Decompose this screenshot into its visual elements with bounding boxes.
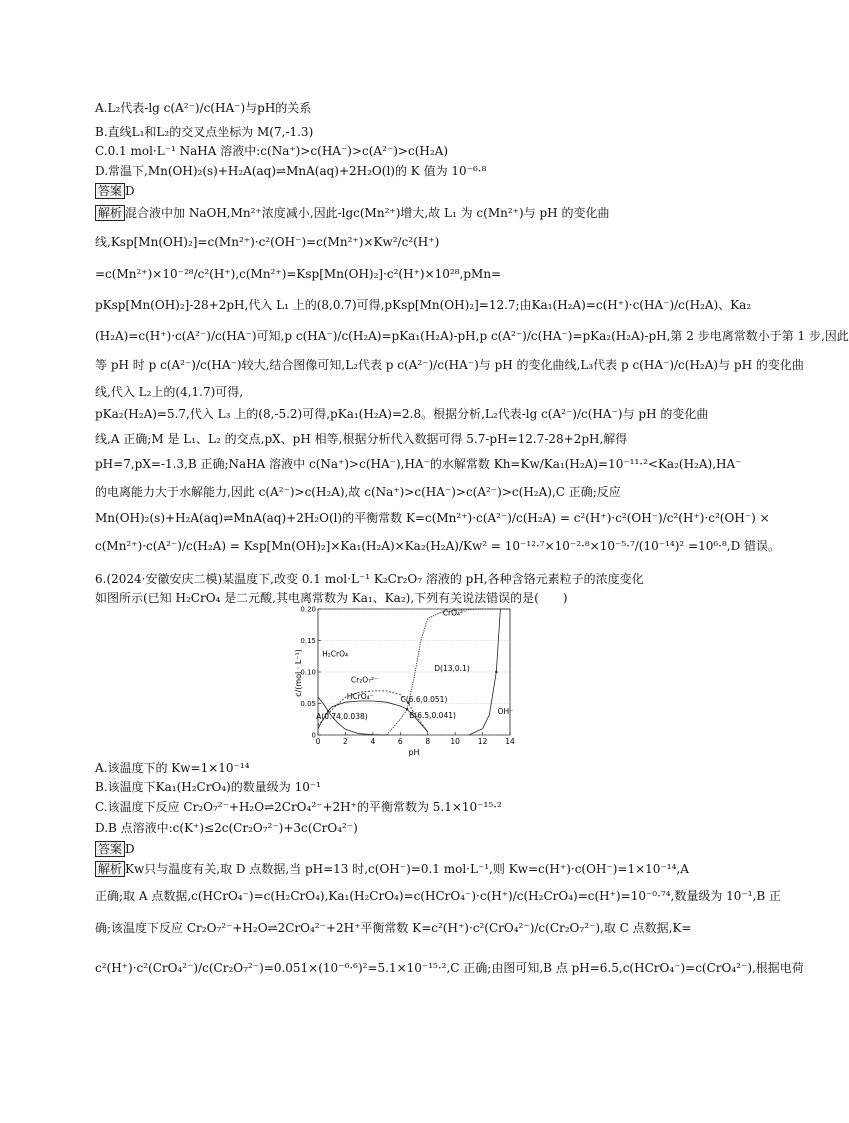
point-marker-1: [406, 708, 408, 710]
chart-svg: [294, 603, 518, 759]
y-tick-label: 0.20: [300, 605, 316, 614]
x-axis-label: pH: [408, 748, 420, 757]
y-axis-label: c/(mol · L⁻¹): [294, 649, 303, 697]
answer-value: D: [125, 184, 135, 198]
series-label-4: OH⁻: [497, 707, 514, 717]
x-tick-label: 0: [315, 737, 321, 746]
y-tick-label: 0.15: [300, 637, 316, 645]
point-label-2: C(6.6,0.051): [400, 694, 448, 704]
q5-analysis-line-5: 等 pH 时 p c(A²⁻)/c(HA⁻)较大,结合图像可知,L₂代表 p c(A²⁻)/c(HA⁻)与 pH 的变化曲线,L₃代表 p c(HA⁻)/c(H₂A)与 pH 的变化曲: [95, 358, 804, 372]
q5-analysis-line-0: 解析 混合液中加 NaOH,Mn²⁺浓度减小,因此-lgc(Mn²⁺)增大,故 L₁ 为 c(Mn²⁺)与 pH 的变化曲: [95, 205, 609, 221]
q6-option-a: A.该温度下的 Kw=1×10⁻¹⁴: [95, 761, 250, 775]
q5-analysis-line-1: 线,Ksp[Mn(OH)₂]=c(Mn²⁺)·c²(OH⁻)=c(Mn²⁺)×Kw²/c²(H⁺): [95, 235, 440, 249]
q6-analysis-line-1: 正确;取 A 点数据,c(HCrO₄⁻)=c(H₂CrO₄),Ka₁(H₂CrO₄)=c(HCrO₄⁻)·c(H⁺)/c(H₂CrO₄)=c(H⁺)=10⁻⁰·⁷⁴,数量级为 10⁻¹,B 正: [95, 889, 782, 903]
y-tick-label: 0.10: [300, 668, 316, 677]
answer-tag: 答案: [95, 841, 125, 857]
series-label-0: H₂CrO₄: [322, 649, 349, 659]
q5-analysis-line-11: Mn(OH)₂(s)+H₂A(aq)⇌MnA(aq)+2H₂O(l)的平衡常数 K=c(Mn²⁺)·c(A²⁻)/c(H₂A) = c²(H⁺)·c²(OH⁻)/c²(H⁺)·c²(OH⁻) ×: [95, 511, 770, 525]
series-label-3: CrO₄²⁻: [442, 608, 468, 618]
q6-option-c: C.该温度下反应 Cr₂O₇²⁻+H₂O⇌2CrO₄²⁻+2H⁺的平衡常数为 5.1×10⁻¹⁵·²: [95, 800, 502, 814]
q5-option-a: A.L₂代表-lg c(A²⁻)/c(HA⁻)与pH的关系: [95, 101, 312, 115]
q6-stem-line-1: 如图所示(已知 H₂CrO₄ 是二元酸,其电离常数为 Ka₁、Ka₂),下列有关说法错误的是( ): [95, 591, 568, 605]
q5-analysis-line-10: 的电离能力大于水解能力,因此 c(A²⁻)>c(H₂A),故 c(Na⁺)>c(HA⁻)>c(A²⁻)>c(H₂A),C 正确;反应: [95, 485, 621, 499]
point-label-3: D(13,0.1): [434, 664, 470, 673]
q5-answer: [95, 183, 135, 199]
q5-option-d: D.常温下,Mn(OH)₂(s)+H₂A(aq)⇌MnA(aq)+2H₂O(l)的 K 值为 10⁻⁶·⁸: [95, 164, 487, 178]
q5-analysis-line-8: 线,A 正确;M 是 L₁、L₂ 的交点,pX、pH 相等,根据分析代入数据可得 5.7-pH=12.7-28+2pH,解得: [95, 432, 628, 446]
x-tick-label: 4: [370, 737, 376, 746]
answer-value: D: [125, 842, 135, 856]
series-label-1: HCrO₄⁻: [346, 692, 374, 702]
q5-analysis-line-9: pH=7,pX=-1.3,B 正确;NaHA 溶液中 c(Na⁺)>c(HA⁻),HA⁻的水解常数 Kh=Kw/Ka₁(H₂A)=10⁻¹¹·²<Ka₂(H₂A),HA⁻: [95, 457, 742, 471]
q6-analysis-line-2: 确;该温度下反应 Cr₂O₇²⁻+H₂O⇌2CrO₄²⁻+2H⁺平衡常数 K=c²(H⁺)·c²(CrO₄²⁻)/c(Cr₂O₇²⁻),取 C 点数据,K=: [95, 921, 692, 935]
series-label-2: Cr₂O₇²⁻: [350, 675, 379, 685]
q5-analysis-line-7: pKa₂(H₂A)=5.7,代入 L₃ 上的(8,-5.2)可得,pKa₁(H₂A)=2.8。根据分析,L₂代表-lg c(A²⁻)/c(HA⁻)与 pH 的变化曲: [95, 407, 709, 421]
x-tick-label: 10: [450, 737, 460, 746]
q6-option-b: B.该温度下Ka₁(H₂CrO₄)的数量级为 10⁻¹: [95, 780, 321, 794]
q6-analysis-line-3: c²(H⁺)·c²(CrO₄²⁻)/c(Cr₂O₇²⁻)=0.051×(10⁻⁶·⁶)²=5.1×10⁻¹⁵·²,C 正确;由图可知,B 点 pH=6.5,c(HCrO₄⁻)=c(CrO₄²⁻),根据电荷: [95, 961, 804, 975]
analysis-tag: 解析: [95, 205, 125, 221]
point-label-0: A(0.74,0.038): [316, 712, 368, 722]
x-tick-label: 2: [343, 737, 348, 746]
q5-analysis-line-2: =c(Mn²⁺)×10⁻²⁸/c²(H⁺),c(Mn²⁺)=Ksp[Mn(OH)₂]·c²(H⁺)×10²⁸,pMn=: [95, 267, 502, 281]
q5-option-b: B.直线L₁和L₂的交叉点坐标为 M(7,-1.3): [95, 125, 314, 139]
ticks: [300, 606, 515, 747]
chromium-species-chart: [294, 603, 518, 759]
q5-analysis-line-4: (H₂A)=c(H⁺)·c(A²⁻)/c(HA⁻)可知,p c(HA⁻)/c(H₂A)=pKa₁(H₂A)-pH,p c(A²⁻)/c(HA⁻)=pKa₂(H₂A)-pH,第 2 步电离常数小于第 1 步,因此: [95, 329, 849, 343]
y-tick-label: 0.05: [300, 700, 316, 708]
q6-analysis-line-0: 解析 Kw只与温度有关,取 D 点数据,当 pH=13 时,c(OH⁻)=0.1 mol·L⁻¹,则 Kw=c(H⁺)·c(OH⁻)=1×10⁻¹⁴,A: [95, 861, 689, 877]
x-tick-label: 6: [397, 737, 403, 746]
point-label-1: B(6.5,0.041): [409, 711, 456, 721]
q5-analysis-line-3: pKsp[Mn(OH)₂]-28+2pH,代入 L₁ 上的(8,0.7)可得,pKsp[Mn(OH)₂]=12.7;由Ka₁(H₂A)=c(H⁺)·c(HA⁻)/c(H₂A)、Ka₂: [95, 298, 752, 312]
q5-analysis-line-12: c(Mn²⁺)·c(A²⁻)/c(H₂A) = Ksp[Mn(OH)₂]×Ka₁(H₂A)×Ka₂(H₂A)/Kw² = 10⁻¹²·⁷×10⁻²·⁸×10⁻⁵·⁷/(10⁻¹⁴)² =10⁶·⁸,D 错误。: [95, 539, 781, 553]
point-marker-3: [495, 671, 497, 673]
x-tick-label: 14: [505, 737, 515, 746]
x-tick-label: 8: [425, 737, 431, 746]
point-layer: [316, 664, 497, 721]
q5-option-c: C.0.1 mol·L⁻¹ NaHA 溶液中:c(Na⁺)>c(HA⁻)>c(A²⁻)>c(H₂A): [95, 144, 448, 158]
q6-option-d: D.B 点溶液中:c(K⁺)≤2c(Cr₂O₇²⁻)+3c(CrO₄²⁻): [95, 821, 358, 835]
q6-answer: [95, 841, 135, 857]
x-tick-label: 12: [477, 737, 488, 746]
analysis-tag: 解析: [95, 861, 125, 877]
q6-stem-line-0: 6.(2024·安徽安庆二模)某温度下,改变 0.1 mol·L⁻¹ K₂Cr₂O₇ 溶液的 pH,各种含铬元素粒子的浓度变化: [95, 572, 644, 586]
y-tick-label: 0: [311, 731, 316, 740]
answer-tag: 答案: [95, 183, 125, 199]
q5-analysis-line-6: 线,代入 L₂上的(4,1.7)可得,: [95, 385, 244, 399]
